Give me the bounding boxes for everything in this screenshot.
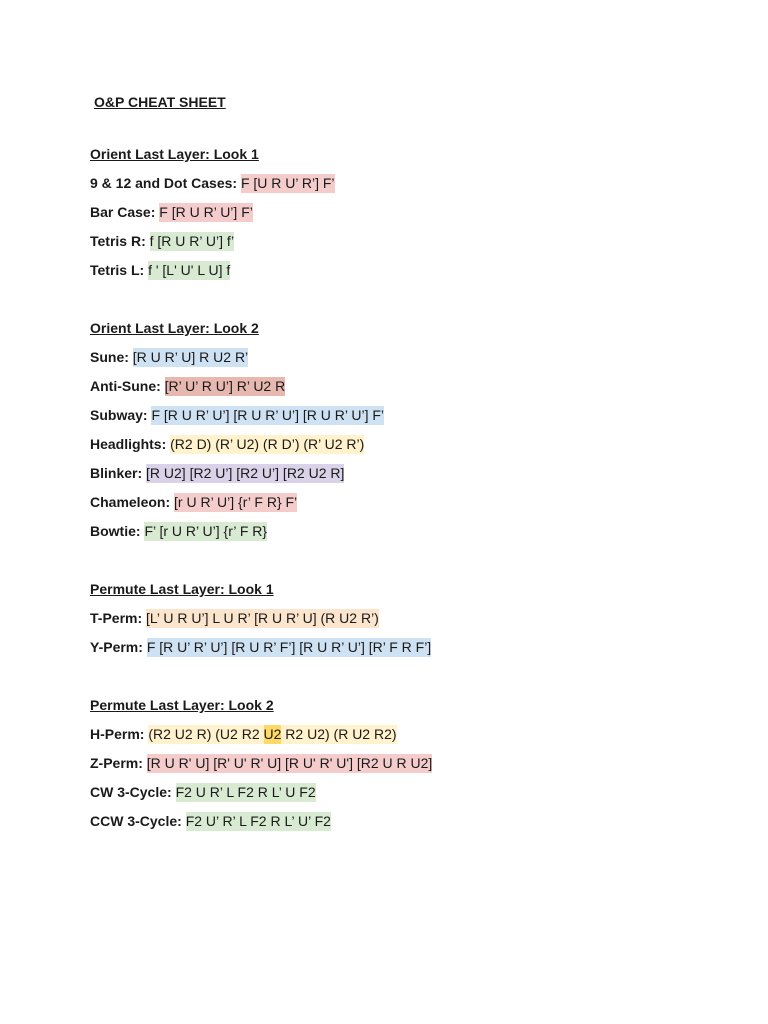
case-label: Sune: bbox=[90, 349, 133, 365]
algorithm-text: [R U R' U] [R' U' R' U] [R U' R' U'] [R2 U R U2] bbox=[146, 755, 433, 771]
section-heading: Orient Last Layer: Look 1 bbox=[90, 146, 259, 162]
page-title: O&P CHEAT SHEET bbox=[94, 94, 226, 110]
algorithm-line bbox=[90, 725, 397, 744]
algorithm-line bbox=[90, 174, 335, 193]
case-label: Headlights: bbox=[90, 436, 171, 452]
algorithm-text: F2 U R’ L F2 R L’ U F2 bbox=[175, 784, 316, 800]
case-label: Blinker: bbox=[90, 465, 147, 481]
algorithm-text: F’ [r U R’ U’] {r’ F R} bbox=[144, 523, 268, 539]
case-label: Tetris R: bbox=[90, 233, 150, 249]
case-label: CCW 3-Cycle: bbox=[90, 813, 186, 829]
algorithm-text: [R’ U’ R U’] R’ U2 R bbox=[164, 378, 286, 394]
algorithm-text: (R2 D) (R’ U2) (R D’) (R’ U2 R’) bbox=[170, 436, 365, 452]
case-label: Subway: bbox=[90, 407, 152, 423]
algorithm-line bbox=[90, 522, 267, 541]
case-label: H-Perm: bbox=[90, 726, 149, 742]
algorithm-text: [R U2] [R2 U’] [R2 U’] [R2 U2 R] bbox=[146, 465, 345, 481]
case-label: Anti-Sune: bbox=[90, 378, 165, 394]
algorithm-text: U2 bbox=[263, 726, 282, 742]
section-heading: Permute Last Layer: Look 2 bbox=[90, 697, 274, 713]
algorithm-text: f [R U R’ U’] f’ bbox=[149, 233, 235, 249]
algorithm-text: F2 U’ R’ L F2 R L’ U’ F2 bbox=[185, 813, 331, 829]
algorithm-line bbox=[90, 348, 248, 367]
case-label: CW 3-Cycle: bbox=[90, 784, 176, 800]
algorithm-text: (R2 U2 R) (U2 R2 bbox=[148, 726, 264, 742]
algorithm-line bbox=[90, 261, 230, 280]
algorithm-text: F [R U’ R’ U’] [R U R’ F’] [R U R’ U’] [R’ F R F’] bbox=[146, 639, 432, 655]
algorithm-line bbox=[90, 464, 344, 483]
algorithm-text: F [R U R’ U’] F’ bbox=[159, 204, 253, 220]
algorithm-line bbox=[90, 783, 316, 802]
case-label: Bar Case: bbox=[90, 204, 160, 220]
case-label: Tetris L: bbox=[90, 262, 149, 278]
section-heading: Permute Last Layer: Look 1 bbox=[90, 581, 274, 597]
case-label: Y-Perm: bbox=[90, 639, 147, 655]
algorithm-text: [L’ U R U’] L U R’ [R U R’ U] (R U2 R’) bbox=[146, 610, 379, 626]
section-heading: Orient Last Layer: Look 2 bbox=[90, 320, 259, 336]
algorithm-text: [r U R’ U’] {r’ F R} F’ bbox=[174, 494, 298, 510]
algorithm-line bbox=[90, 435, 364, 454]
algorithm-line bbox=[90, 232, 234, 251]
algorithm-text: f ' [L' U' L U] f bbox=[148, 262, 231, 278]
case-label: Chameleon: bbox=[90, 494, 175, 510]
algorithm-line bbox=[90, 754, 432, 773]
algorithm-line bbox=[90, 493, 297, 512]
algorithm-text: [R U R’ U] R U2 R’ bbox=[132, 349, 249, 365]
case-label: T-Perm: bbox=[90, 610, 147, 626]
case-label: 9 & 12 and Dot Cases: bbox=[90, 175, 241, 191]
algorithm-text: R2 U2) (R U2 R2) bbox=[281, 726, 397, 742]
algorithm-text: F [U R U’ R’] F’ bbox=[240, 175, 335, 191]
algorithm-line bbox=[90, 638, 431, 657]
case-label: Z-Perm: bbox=[90, 755, 147, 771]
algorithm-line bbox=[90, 203, 253, 222]
algorithm-line bbox=[90, 406, 384, 425]
algorithm-line bbox=[90, 609, 379, 628]
algorithm-line bbox=[90, 377, 285, 396]
algorithm-line bbox=[90, 812, 331, 831]
algorithm-text: F [R U R’ U’] [R U R’ U’] [R U R’ U’] F’ bbox=[151, 407, 385, 423]
case-label: Bowtie: bbox=[90, 523, 145, 539]
